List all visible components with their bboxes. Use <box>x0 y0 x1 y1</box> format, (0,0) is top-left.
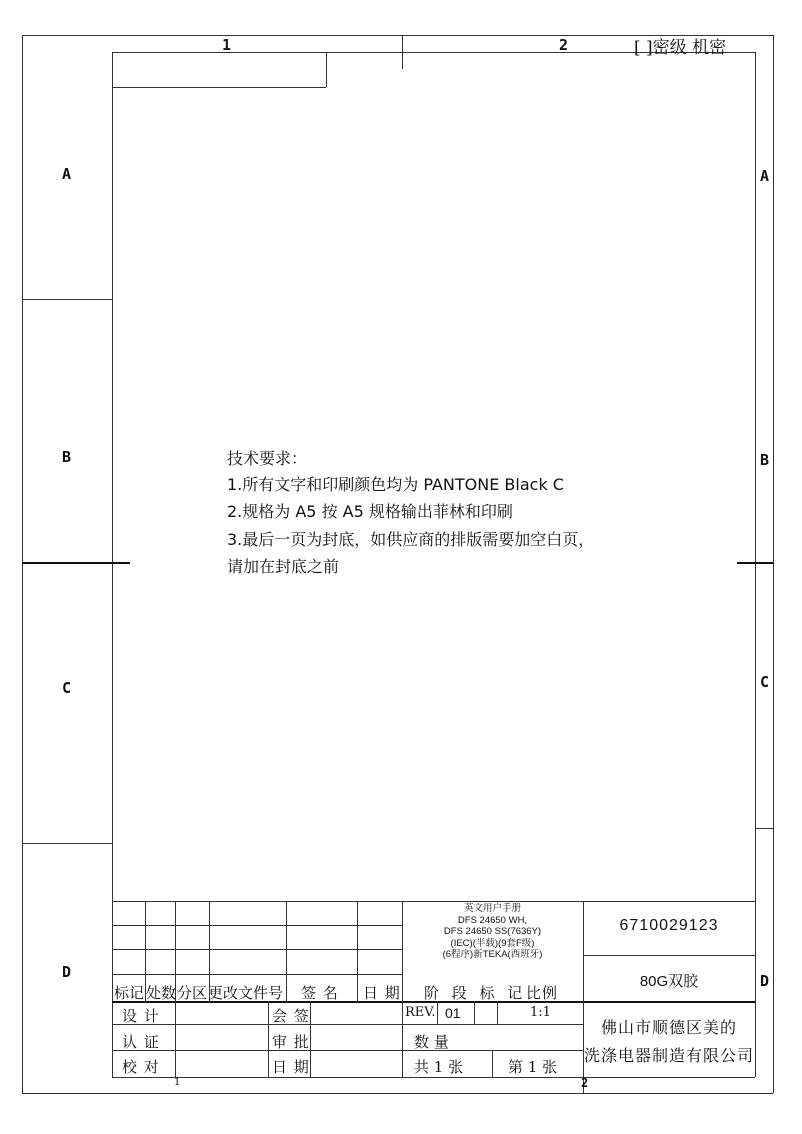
tb-vline <box>286 901 287 1001</box>
tb-vline <box>357 901 358 1001</box>
tb-vline <box>268 1001 269 1077</box>
scale-label: 比例 <box>526 984 559 1002</box>
inner-border-bottom <box>112 1077 755 1078</box>
zone-right-c: C <box>760 673 770 691</box>
approve-label: 审 批 <box>272 1033 310 1051</box>
product-info-line: DFS 24650 SS(7636Y) <box>443 926 542 937</box>
zone-right-d: D <box>760 972 770 990</box>
outer-border-right <box>773 35 774 1093</box>
tb-vline <box>474 1001 475 1024</box>
tb-hline <box>112 1050 583 1051</box>
tb-hline <box>112 949 402 950</box>
tb-hline <box>112 974 402 975</box>
corner-box-bottom <box>112 87 326 88</box>
scale-value: 1:1 <box>530 1005 551 1020</box>
date-label: 日 期 <box>272 1058 310 1076</box>
countersign-label: 会 签 <box>272 1007 310 1025</box>
inner-border-left <box>112 52 113 1077</box>
requirement-4: 请加在封底之前 <box>227 557 340 576</box>
zone-right-a: A <box>760 167 770 185</box>
design-label: 设 计 <box>122 1007 160 1025</box>
requirement-2: 2.规格为 A5 按 A5 规格输出菲林和印刷 <box>227 502 513 521</box>
rev-label: REV. <box>405 1005 436 1020</box>
header-col-divider <box>402 35 403 69</box>
col-signature: 签 名 <box>301 984 339 1002</box>
quantity-label: 数 量 <box>414 1033 449 1051</box>
tb-hline <box>112 1024 583 1025</box>
zone-left-c: C <box>62 679 72 697</box>
inner-border-right <box>755 52 756 1077</box>
stage-mark-label: 阶 段 标 记 <box>424 984 524 1002</box>
outer-border-left <box>22 35 23 1093</box>
zone-right-b: B <box>760 451 770 469</box>
left-center-mark <box>22 562 130 564</box>
tb-vline <box>497 1001 498 1024</box>
tb-vline <box>437 1001 438 1024</box>
tb-vline <box>310 1001 311 1077</box>
sheet-number: 第 1 张 <box>508 1058 558 1076</box>
zone-left-a: A <box>62 165 72 183</box>
total-sheets: 共 1 张 <box>414 1058 464 1076</box>
col-change-doc: 更改文件号 <box>208 984 284 1002</box>
requirement-1: 1.所有文字和印刷颜色均为 PANTONE Black C <box>227 475 564 494</box>
tb-hline <box>112 925 402 926</box>
product-info <box>402 903 583 961</box>
footer-col-1: 1 <box>174 1077 181 1088</box>
requirements-title: 技术要求： <box>227 449 308 468</box>
footer-col-2: 2 <box>581 1076 589 1090</box>
rev-value: 01 <box>445 1005 461 1021</box>
col-mark: 标记 <box>114 984 145 1002</box>
header-col-1: 1 <box>222 36 232 54</box>
tb-hline <box>583 955 755 956</box>
left-zone-sep-ab <box>22 299 112 300</box>
col-count: 处数 <box>146 984 177 1002</box>
security-level-label: [ ]密级 机密 <box>634 38 727 58</box>
zone-left-d: D <box>62 963 72 981</box>
requirement-3: 3.最后一页为封底，如供应商的排版需要加空白页， <box>227 530 595 549</box>
outer-border-bottom <box>22 1093 773 1094</box>
company-line-1: 佛山市顺德区美的 <box>600 1020 737 1037</box>
company-line-2: 洗涤电器制造有限公司 <box>583 1048 754 1065</box>
col-date: 日 期 <box>363 984 401 1002</box>
left-zone-sep-cd <box>22 843 112 844</box>
header-col-2: 2 <box>559 36 569 54</box>
product-info-line: 英文用户手册 <box>463 903 521 914</box>
tb-vline <box>492 1050 493 1077</box>
verify-label: 认 证 <box>122 1033 160 1051</box>
product-info-line: DFS 24650 WH, <box>457 914 528 926</box>
proofread-label: 校 对 <box>122 1058 160 1076</box>
corner-box-right <box>326 52 327 87</box>
product-info-line: (6程序)新TEKA(西班牙) <box>442 949 543 960</box>
zone-left-b: B <box>62 448 72 466</box>
product-info-line: (IEC)(半载)(9套F级) <box>450 937 535 949</box>
part-number: 6710029123 <box>619 917 719 934</box>
col-zone: 分区 <box>177 984 208 1002</box>
binding-spec: 80G双胶 <box>639 973 699 990</box>
right-center-mark <box>737 562 773 564</box>
right-zone-sep-cd <box>755 828 773 829</box>
